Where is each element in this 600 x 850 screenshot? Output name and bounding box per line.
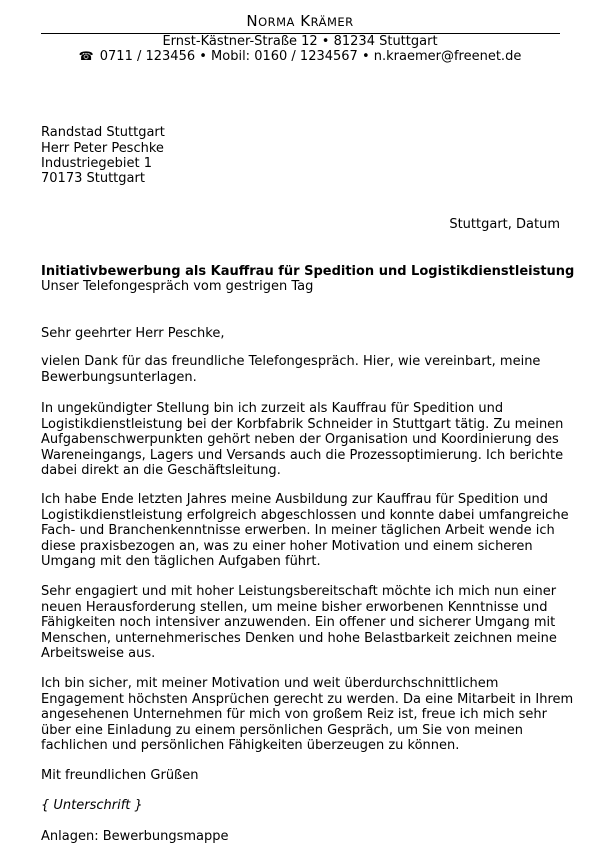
closing: Mit freundlichen Grüßen bbox=[41, 768, 199, 783]
paragraph-line: diese praxisbezogen an, was zu einer hoher Motivation und einem sicheren bbox=[41, 538, 533, 554]
body-paragraph-2 bbox=[41, 401, 564, 479]
paragraph-line: Fach- und Branchenkenntnisse erwerben. In meiner täglichen Arbeit wende ich bbox=[41, 523, 555, 539]
paragraph-line: Ich bin sicher, mit meiner Motivation und weit überdurchschnittlichem bbox=[41, 676, 499, 691]
name-last-rest: RÄMER bbox=[310, 15, 354, 29]
signature-placeholder: { Unterschrift } bbox=[41, 798, 143, 813]
paragraph-line: Umgang mit den täglichen Aufgaben führt. bbox=[41, 554, 321, 570]
recipient-city: 70173 Stuttgart bbox=[41, 171, 145, 186]
sender-contact bbox=[0, 49, 600, 64]
phone-icon: ☎ bbox=[78, 49, 94, 63]
paragraph-line: dabei direkt an die Geschäftsleitung. bbox=[41, 463, 281, 479]
recipient-street: Industriegebiet 1 bbox=[41, 156, 153, 171]
recipient-person: Herr Peter Peschke bbox=[41, 141, 164, 156]
body-paragraph-3 bbox=[41, 492, 569, 570]
body-paragraph-5 bbox=[41, 676, 574, 754]
sender-street: Ernst-Kästner-Straße 12 • 81234 Stuttgart bbox=[162, 34, 438, 49]
paragraph-line: vielen Dank für das freundliche Telefongespräch. Hier, wie vereinbart, meine bbox=[41, 354, 541, 369]
paragraph-line: Aufgabenschwerpunkten gehört neben der Organisation und Koordinierung des bbox=[41, 432, 559, 448]
paragraph-line: neuen Herausforderung stellen, um meine bisher erworbenen Kenntnisse und bbox=[41, 599, 548, 615]
paragraph-line: Bewerbungsunterlagen. bbox=[41, 369, 197, 385]
name-first-rest: ORMA bbox=[258, 15, 295, 29]
letter-date: Stuttgart, Datum bbox=[449, 217, 560, 232]
subject-reference: Unser Telefongespräch vom gestrigen Tag bbox=[41, 279, 314, 294]
body-paragraph-4 bbox=[41, 584, 561, 662]
paragraph-line: angesehenen Unternehmen für mich von großem Reiz ist, freue ich mich sehr bbox=[41, 707, 547, 723]
paragraph-line: Logistikdienstleistung bei der Korbfabrik Schneider in Stuttgart tätig. Zu meinen bbox=[41, 416, 564, 432]
letter-subject: Initiativbewerbung als Kauffrau für Spedition und Logistikdienstleistung bbox=[41, 264, 575, 279]
paragraph-line: Fähigkeiten noch intensiver anzuwenden. Ein offener und sicherer Umgang mit bbox=[41, 615, 556, 631]
paragraph-line: Arbeitsweise aus. bbox=[41, 646, 156, 662]
paragraph-line: fachlichen und persönlichen Fähigkeiten überzeugen zu können. bbox=[41, 738, 460, 754]
paragraph-line: Menschen, unternehmerisches Denken und hohe Belastbarkeit zeichnen meine bbox=[41, 630, 557, 646]
name-last-initial: K bbox=[300, 12, 311, 30]
paragraph-line: Ich habe Ende letzten Jahres meine Ausbildung zur Kauffrau für Spedition und bbox=[41, 492, 549, 507]
paragraph-line: Engagement höchsten Ansprüchen gerecht zu werden. Da eine Mitarbeit in Ihrem bbox=[41, 691, 574, 707]
salutation: Sehr geehrter Herr Peschke, bbox=[41, 326, 225, 341]
recipient-company: Randstad Stuttgart bbox=[41, 125, 165, 140]
attachments: Anlagen: Bewerbungsmappe bbox=[41, 829, 229, 844]
paragraph-line: In ungekündigter Stellung bin ich zurzeit als Kauffrau für Spedition und bbox=[41, 401, 504, 416]
paragraph-line: Sehr engagiert und mit hoher Leistungsbereitschaft möchte ich mich nun einer bbox=[41, 584, 557, 599]
paragraph-line: über eine Einladung zu einem persönlichen Gespräch, um Sie von meinen bbox=[41, 722, 523, 738]
paragraph-line: Wareneingangs, Lagers und Versands auch die Prozessoptimierung. Ich berichte bbox=[41, 447, 564, 463]
contact-line: 0711 / 123456 • Mobil: 0160 / 1234567 • n.kraemer@freenet.de bbox=[99, 49, 522, 64]
name-first-initial: N bbox=[246, 12, 259, 30]
body-paragraph-1 bbox=[41, 354, 561, 385]
paragraph-line: Logistikdienstleistung erfolgreich abgeschlossen und konnte dabei umfangreiche bbox=[41, 507, 569, 523]
sender-name bbox=[0, 12, 600, 30]
